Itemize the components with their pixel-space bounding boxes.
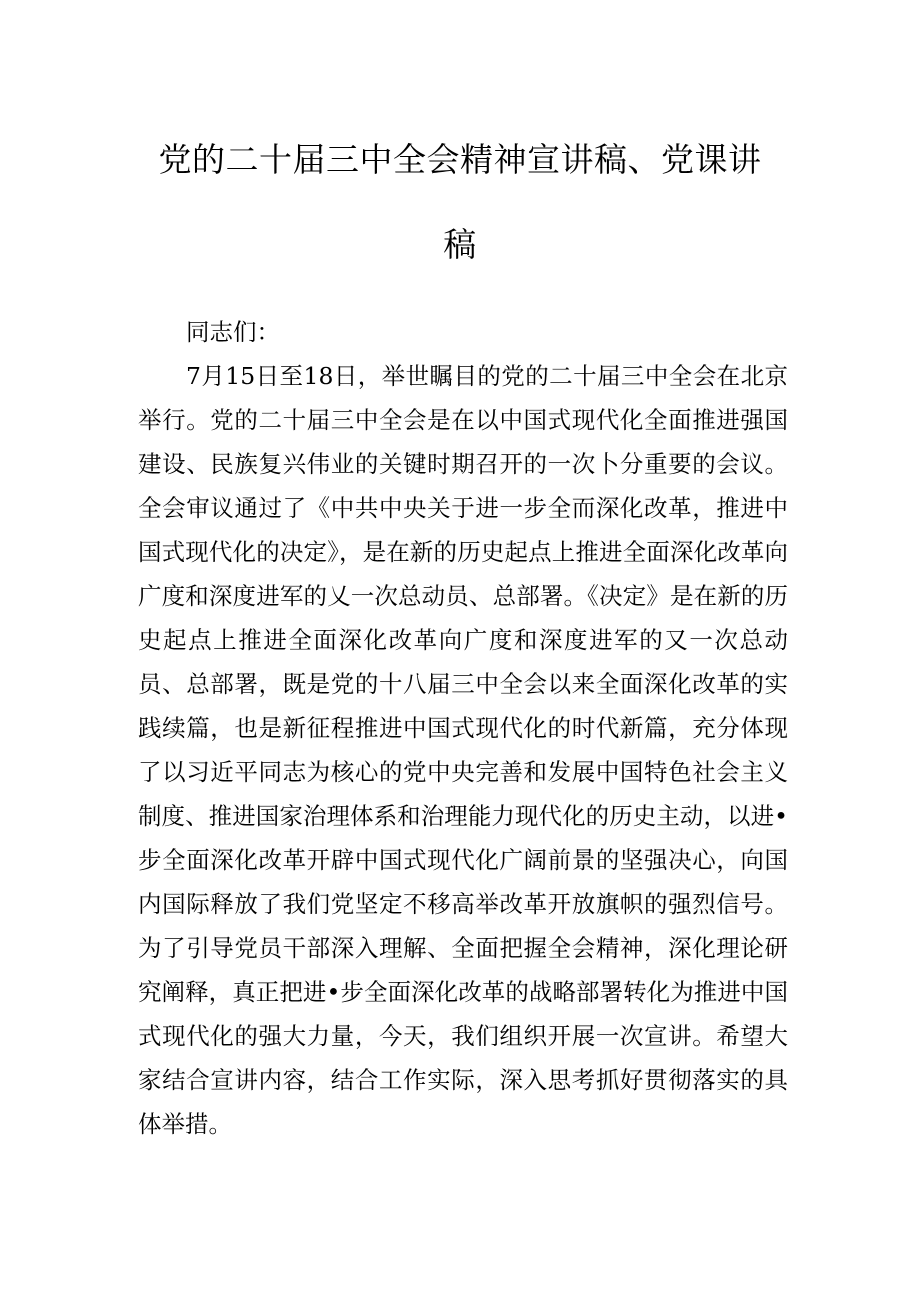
salutation: 同志们： <box>186 318 280 346</box>
document-title-line-1: 党的二十届三中全会精神宣讲稿、党课讲 <box>158 140 762 179</box>
document-title-line-2: 稿 <box>443 225 477 264</box>
body-paragraph: 7月15日至18日，举世瞩目的党的二十届三中全会在北京举行。党的二十届三中全会是在以中国式现代化全面推进强国建设、民族复兴伟业的关键时期召开的一次卜分重要的会议。全会审议通过了《中共中央关于进一步全而深化改革，推进中国式现代化的决定》，是在新的历史起点上推进全面深化改革向广度和深度进军的乂一次总动员、总部署。《决定》是在新的历史起点上推进全面深化改革向广度和深度进军的又一次总动员、总部署，既是党的十八届三中全会以来全面深化改革的实践续篇，也是新征程推进中国式现代化的时代新篇，充分体现了以习近平同志为核心的党中央完善和发展中国特色社会主义制度、推进国家治理体系和治理能力现代化的历史主动，以进•步全面深化改革开辟中国式现代化广阔前景的坚强决心，向国内国际释放了我们党坚定不移高举改革开放旗帜的强烈信号。为了引导党员干部深入理解、全面把握全会精神，深化理论研究阐释，真正把进•步全面深化改革的战略部署转化为推进中国式现代化的强大力量，今天，我们组织开展一次宣讲。希望大家结合宣讲内容，结合工作实际，深入思考抓好贯彻落实的具体举措。 <box>138 362 788 1138</box>
